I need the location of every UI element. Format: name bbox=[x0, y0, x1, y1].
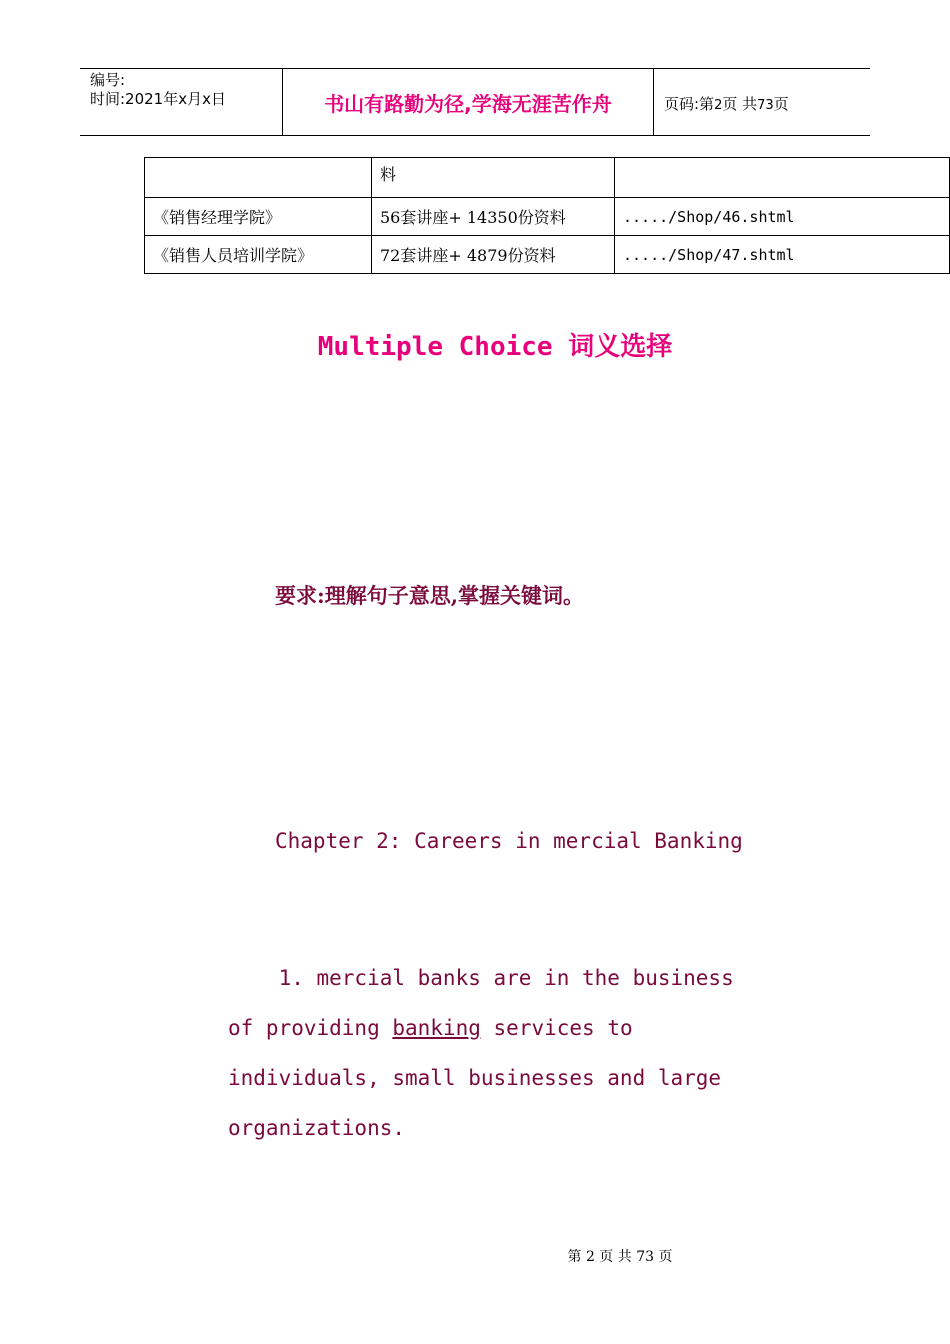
table-cell-desc: 72套讲座+ 4879份资料 bbox=[372, 236, 615, 274]
table-cell-name bbox=[145, 158, 372, 198]
table-cell-name: 《销售人员培训学院》 bbox=[145, 236, 372, 274]
question-line-2-pre: of providing bbox=[228, 1016, 393, 1040]
chapter-heading: Chapter 2: Careers in mercial Banking bbox=[275, 829, 743, 853]
header-info-cell bbox=[80, 69, 282, 135]
table-row bbox=[145, 236, 950, 274]
section-title: Multiple Choice 词义选择 bbox=[317, 332, 673, 362]
header-motto: 书山有路勤为径,学海无涯苦作舟 bbox=[324, 92, 612, 116]
question-paragraph bbox=[228, 953, 748, 1153]
header-page-number bbox=[664, 94, 789, 116]
table-cell-desc: 料 bbox=[372, 158, 615, 198]
header-motto-cell bbox=[282, 69, 654, 135]
table-cell-name: 《销售经理学院》 bbox=[145, 198, 372, 236]
requirement-text: 要求:理解句子意思,掌握关键词。 bbox=[275, 583, 585, 608]
table-row bbox=[145, 198, 950, 236]
question-line-3: individuals, small businesses and large bbox=[228, 1066, 722, 1090]
page-suffix: 页 bbox=[773, 95, 789, 113]
resource-table bbox=[144, 157, 950, 274]
document-number-label: 编号: bbox=[90, 71, 126, 89]
header-page-cell bbox=[654, 69, 870, 135]
page-header bbox=[80, 68, 870, 136]
table-row bbox=[145, 158, 950, 198]
question-line-4: organizations. bbox=[228, 1116, 406, 1140]
question-line-2-post: services to bbox=[480, 1016, 633, 1040]
page-mid: 页 共 bbox=[722, 95, 758, 113]
page-total: 73 bbox=[757, 98, 774, 113]
page-prefix: 页码:第 bbox=[664, 95, 715, 113]
table-cell-link bbox=[615, 158, 950, 198]
table-cell-link[interactable]: ...../Shop/47.shtml bbox=[615, 236, 950, 274]
document-date: 时间:2021年x月x日 bbox=[90, 90, 226, 108]
page-current: 2 bbox=[714, 98, 723, 113]
table-cell-link[interactable]: ...../Shop/46.shtml bbox=[615, 198, 950, 236]
table-cell-desc: 56套讲座+ 14350份资料 bbox=[372, 198, 615, 236]
question-line-1: 1. mercial banks are in the business bbox=[228, 966, 734, 990]
page-footer: 第 2 页 共 73 页 bbox=[567, 1249, 673, 1265]
question-keyword: banking bbox=[392, 1016, 481, 1040]
